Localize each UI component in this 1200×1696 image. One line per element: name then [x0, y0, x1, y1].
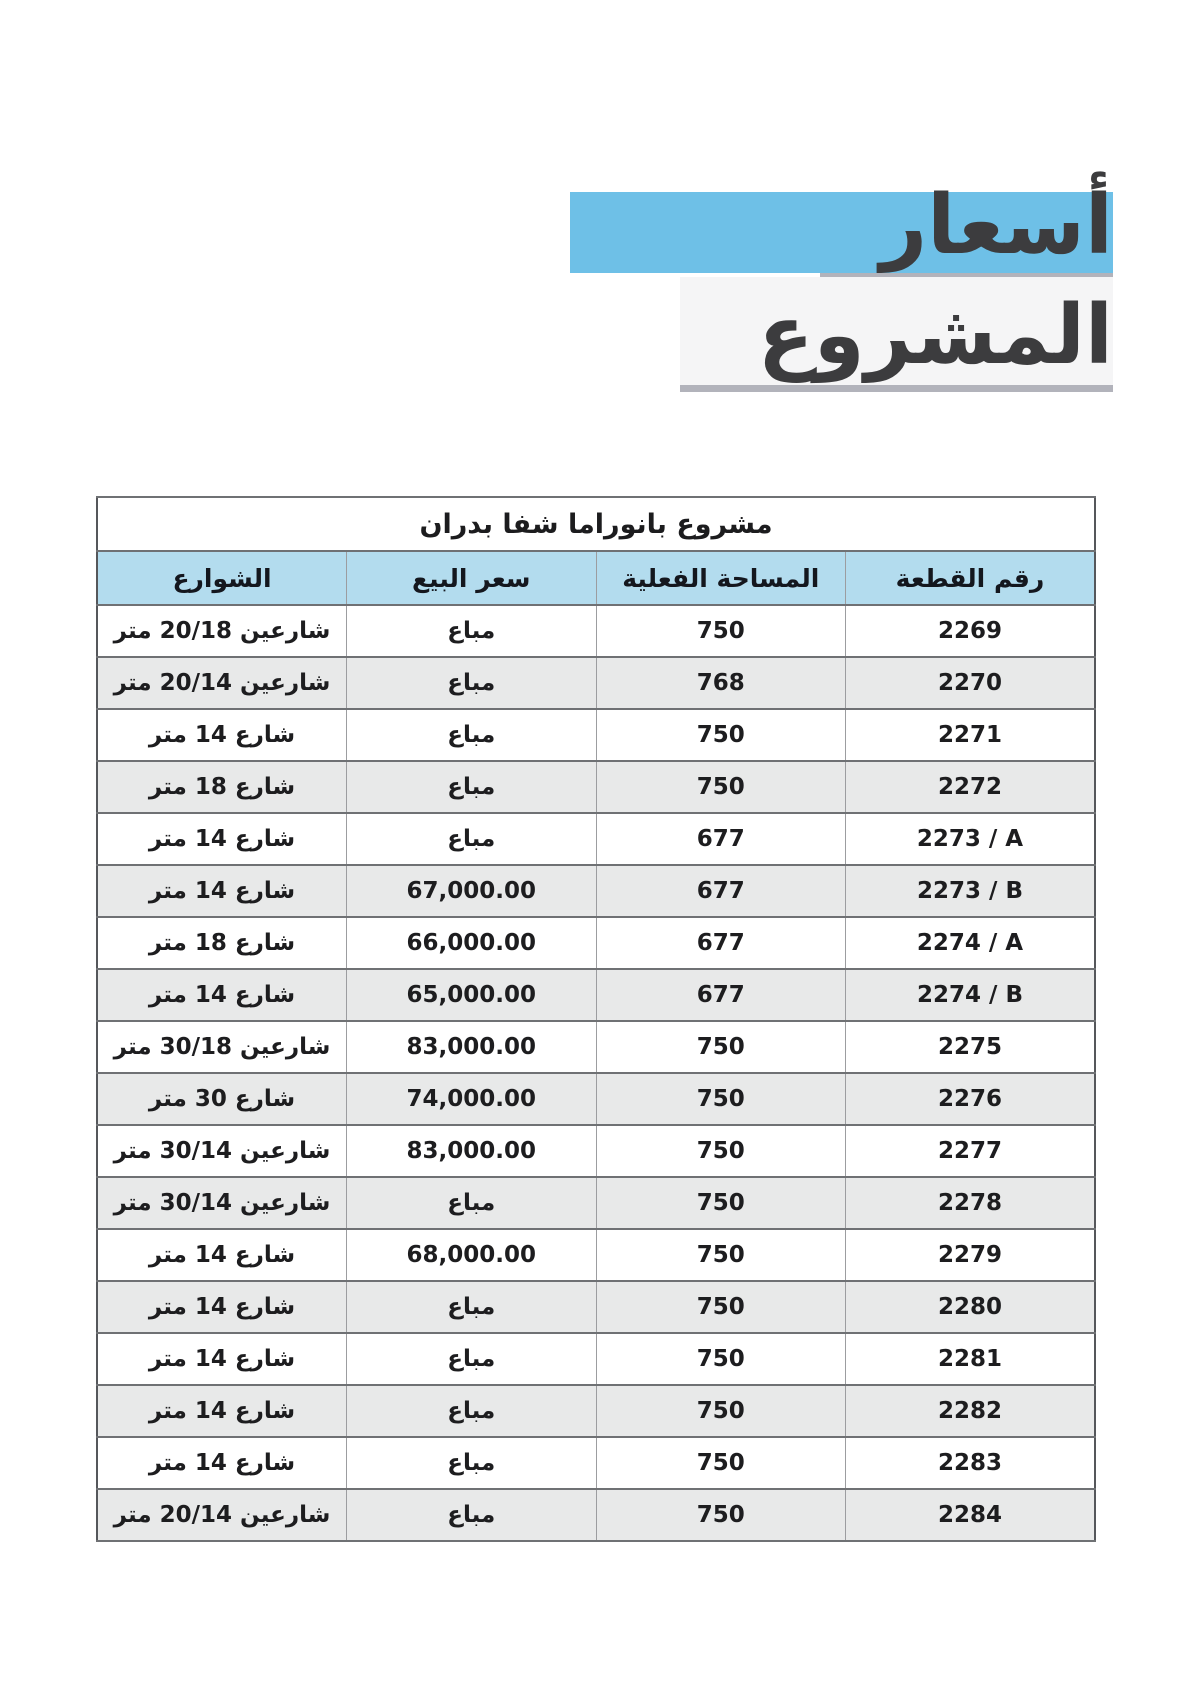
plot-number-cell: 2269: [846, 605, 1096, 657]
streets-cell: شارع 14 متر: [97, 1229, 347, 1281]
table-header-row: [97, 551, 1095, 605]
area-cell: 750: [596, 1021, 846, 1073]
streets-cell: شارع 14 متر: [97, 1437, 347, 1489]
area-cell: 750: [596, 1125, 846, 1177]
area-cell: 750: [596, 709, 846, 761]
table-row: [97, 1281, 1095, 1333]
area-cell: 750: [596, 1385, 846, 1437]
price-cell: مباع: [347, 1437, 597, 1489]
table-title-row: [97, 497, 1095, 551]
plot-number-cell: 2277: [846, 1125, 1096, 1177]
plot-number-cell: 2273 / B: [846, 865, 1096, 917]
plot-number-cell: 2281: [846, 1333, 1096, 1385]
streets-cell: شارعين 30/14 متر: [97, 1177, 347, 1229]
streets-cell: شارع 14 متر: [97, 1281, 347, 1333]
price-cell: 68,000.00: [347, 1229, 597, 1281]
price-cell: مباع: [347, 761, 597, 813]
plot-number-cell: 2274 / A: [846, 917, 1096, 969]
price-cell: 83,000.00: [347, 1021, 597, 1073]
table-row: [97, 865, 1095, 917]
price-cell: مباع: [347, 657, 597, 709]
table-row: [97, 1073, 1095, 1125]
column-header-actual-area: المساحة الفعلية: [596, 551, 846, 605]
table-row: [97, 813, 1095, 865]
table-row: [97, 917, 1095, 969]
table-row: [97, 969, 1095, 1021]
price-cell: مباع: [347, 709, 597, 761]
area-cell: 750: [596, 1229, 846, 1281]
price-cell: مباع: [347, 1333, 597, 1385]
streets-cell: شارع 14 متر: [97, 813, 347, 865]
area-cell: 750: [596, 605, 846, 657]
table-row: [97, 1385, 1095, 1437]
area-cell: 677: [596, 917, 846, 969]
price-cell: 83,000.00: [347, 1125, 597, 1177]
table-row: [97, 1333, 1095, 1385]
streets-cell: شارع 14 متر: [97, 709, 347, 761]
streets-cell: شارع 14 متر: [97, 1385, 347, 1437]
column-header-plot-number: رقم القطعة: [846, 551, 1096, 605]
table-row: [97, 1489, 1095, 1541]
plot-number-cell: 2280: [846, 1281, 1096, 1333]
streets-cell: شارعين 30/14 متر: [97, 1125, 347, 1177]
streets-cell: شارع 30 متر: [97, 1073, 347, 1125]
plot-number-cell: 2271: [846, 709, 1096, 761]
page-title-line1: أسعار: [879, 178, 1113, 273]
column-header-streets: الشوارع: [97, 551, 347, 605]
plot-number-cell: 2270: [846, 657, 1096, 709]
table-title: مشروع بانوراما شفا بدران: [97, 497, 1095, 551]
area-cell: 677: [596, 969, 846, 1021]
streets-cell: شارع 14 متر: [97, 969, 347, 1021]
streets-cell: شارع 14 متر: [97, 1333, 347, 1385]
table-row: [97, 1125, 1095, 1177]
table-row: [97, 1437, 1095, 1489]
price-cell: مباع: [347, 1281, 597, 1333]
plot-number-cell: 2272: [846, 761, 1096, 813]
area-cell: 750: [596, 1489, 846, 1541]
plot-number-cell: 2282: [846, 1385, 1096, 1437]
table-row: [97, 1177, 1095, 1229]
plot-number-cell: 2276: [846, 1073, 1096, 1125]
price-cell: مباع: [347, 813, 597, 865]
price-cell: مباع: [347, 1385, 597, 1437]
streets-cell: شارع 14 متر: [97, 865, 347, 917]
price-cell: مباع: [347, 1489, 597, 1541]
streets-cell: شارعين 20/14 متر: [97, 1489, 347, 1541]
table-row: [97, 605, 1095, 657]
streets-cell: شارع 18 متر: [97, 761, 347, 813]
table-row: [97, 657, 1095, 709]
plot-number-cell: 2283: [846, 1437, 1096, 1489]
table-row: [97, 1229, 1095, 1281]
area-cell: 677: [596, 813, 846, 865]
table-row: [97, 709, 1095, 761]
area-cell: 677: [596, 865, 846, 917]
plot-number-cell: 2275: [846, 1021, 1096, 1073]
price-cell: 66,000.00: [347, 917, 597, 969]
table-row: [97, 1021, 1095, 1073]
column-header-sale-price: سعر البيع: [347, 551, 597, 605]
area-cell: 750: [596, 1177, 846, 1229]
price-cell: 74,000.00: [347, 1073, 597, 1125]
area-cell: 750: [596, 1281, 846, 1333]
price-table: [96, 496, 1096, 1542]
streets-cell: شارعين 30/18 متر: [97, 1021, 347, 1073]
streets-cell: شارع 18 متر: [97, 917, 347, 969]
page-title-line2: المشروع: [757, 288, 1113, 383]
plot-number-cell: 2284: [846, 1489, 1096, 1541]
plot-number-cell: 2278: [846, 1177, 1096, 1229]
area-cell: 750: [596, 1333, 846, 1385]
price-cell: مباع: [347, 605, 597, 657]
streets-cell: شارعين 20/18 متر: [97, 605, 347, 657]
price-cell: مباع: [347, 1177, 597, 1229]
streets-cell: شارعين 20/14 متر: [97, 657, 347, 709]
area-cell: 768: [596, 657, 846, 709]
area-cell: 750: [596, 1073, 846, 1125]
area-cell: 750: [596, 1437, 846, 1489]
price-cell: 65,000.00: [347, 969, 597, 1021]
plot-number-cell: 2279: [846, 1229, 1096, 1281]
table-row: [97, 761, 1095, 813]
plot-number-cell: 2274 / B: [846, 969, 1096, 1021]
price-cell: 67,000.00: [347, 865, 597, 917]
area-cell: 750: [596, 761, 846, 813]
plot-number-cell: 2273 / A: [846, 813, 1096, 865]
